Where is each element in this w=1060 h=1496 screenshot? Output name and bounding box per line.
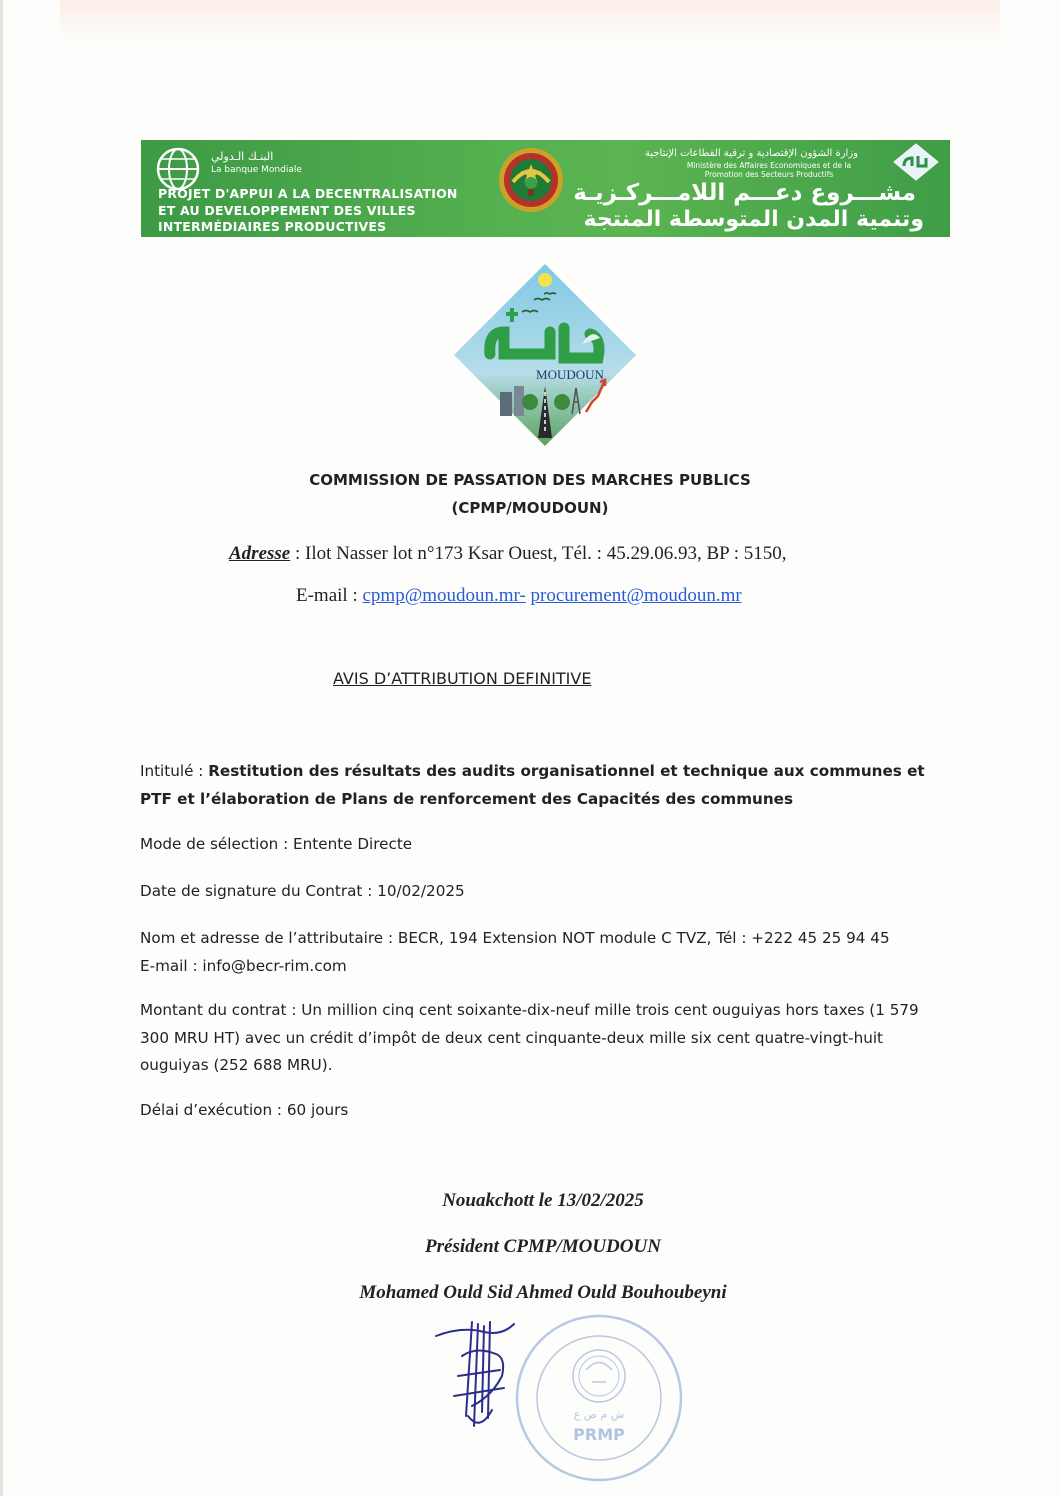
awardee-address: Nom et adresse de l’attributaire : BECR, 194 Extension NOT module C TVZ, Tél : +222 45 25 94 45 [140,929,890,947]
scan-tint [60,0,1000,40]
national-seal-icon [497,146,565,214]
execution-delay: Délai d’exécution : 60 jours [140,1101,349,1119]
email-label: E-mail : [296,585,363,606]
stamp-arabic: ش م ص ع [573,1408,625,1421]
worldbank-french: La banque Mondiale [211,165,302,175]
moudoun-logo [452,262,638,448]
project-title [158,186,498,236]
ministry-french [684,162,854,179]
logo-caption: MOUDOUN [536,367,604,382]
contract-signature-date: Date de signature du Contrat : 10/02/2025 [140,882,465,900]
contract-amount: Montant du contrat : Un million cinq cent soixante-dix-neuf mille trois cent ouguiyas hors taxes (1 579 300 MRU HT) avec un crédit d’impôt de deux cent cinquante-deux mille six cent quatre-vingt-huit ouguiyas (252 688 MRU). [140,1001,919,1074]
intitule-label: Intitulé : [140,762,209,780]
commission-acronym: (CPMP/MOUDOUN) [451,499,609,517]
worldbank-arabic: البنـك الـدولي [211,150,274,163]
intitule-value: Restitution des résultats des audits organisationnel et technique aux communes et PTF et l’élaboration de Plans de renforcement des Capacités des communes [140,762,925,808]
intitule-paragraph [140,758,950,813]
address-text: : Ilot Nasser lot n°173 Ksar Ouest, Tél. : 45.29.06.93, BP : 5150, [290,543,787,564]
ministry-french-line: Ministère des Affaires Economiques et de la [686,161,852,170]
moudoun-mini-logo-icon [892,142,940,182]
awardee-email: E-mail : info@becr-rim.com [140,956,347,975]
ministry-arabic: وزارة الشؤون الإقتصادية و ترقية القطاعات الإنتاجية [645,148,858,159]
stamp-text: PRMP [573,1425,625,1444]
header-banner [141,140,950,237]
address-label: Adresse [229,543,291,564]
ministry-french-line: Promotion des Secteurs Productifs [704,169,834,179]
signatory-name: Mohamed Ould Sid Ahmed Ould Bouhoubeyni [359,1282,727,1303]
email-link-procurement[interactable]: procurement@moudoun.mr [530,585,742,606]
awardee-block [140,925,950,980]
scan-edge [0,0,3,1496]
email-link-cpmp[interactable]: cpmp@moudoun.mr- [362,585,526,606]
project-arabic-line1: مشـــروع دعـــم اللامـــركـزيـة [573,180,916,206]
official-stamp [506,1310,692,1490]
email-line [296,585,742,607]
commission-title: COMMISSION DE PASSATION DES MARCHES PUBLICS [309,471,751,489]
project-title-line: PROJET D'APPUI A LA DECENTRALISATION [158,186,458,201]
signature-place-date: Nouakchott le 13/02/2025 [442,1190,644,1211]
handwritten-signature [432,1316,522,1436]
selection-mode: Mode de sélection : Entente Directe [140,835,413,853]
project-arabic-line2: وتنمية المدن المتوسطة المنتجة [583,207,924,232]
address-line [229,543,787,565]
project-title-line: INTERMÉDIAIRES PRODUCTIVES [158,219,387,234]
project-title-line: ET AU DEVELOPPEMENT DES VILLES [158,202,416,218]
signature-role: Président CPMP/MOUDOUN [425,1236,661,1257]
notice-title: AVIS D’ATTRIBUTION DEFINITIVE [333,669,592,688]
